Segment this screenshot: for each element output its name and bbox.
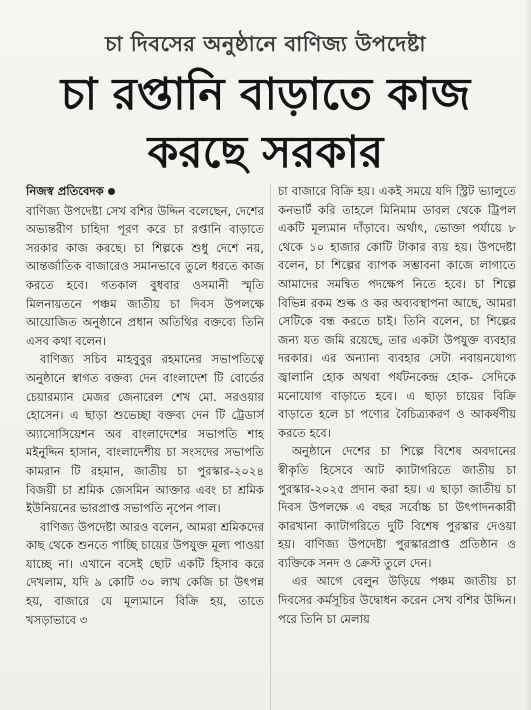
paragraph: বাণিজ্য উপদেষ্টা আরও বলেন, আমরা শ্রমিকদের কাছ থেকে শুনতে পাচ্ছি চায়ের উপযুক্ত মূল্য পাওয়া যাচ্ছে না। এখানে বসেই ছোট একটি হিসাব করে দেখলাম, যদি ৯ কোটি ৩০ লাখ কেজি চা উৎপন্ন হয়, বাজারে যে মূল্যমানে বিক্রি হয়, তাতে খসড়াভাবে ৩ [26,519,264,627]
paragraph: চা বাজারে বিক্রি হয়। একই সময়ে যদি স্ট্রিট ভ্যালুতে কনভার্ট করি তাহলে মিনিমাম ডাবল থেকে ট্রিপল একটি মূল্যমান দাঁড়াবে। অর্থাৎ, ভোক্তা পর্যায়ে ৮ থেকে ১০ হাজার কোটি টাকার ব্যয় হয়। উপদেষ্টা বলেন, চা শিল্পের ব্যাপক সম্ভাবনা কাজে লাগাতে আমাদের সমন্বিত পদক্ষেপ নিতে হবে। চা শিল্পে বিভিন্ন রকম শুল্ক ও কর অব্যবস্থাপনা আছে, আমরা সেটিকে বন্ধ করতে চাই। তিনি বলেন, চা শিল্পের জন্য যত জমি রয়েছে, তার একটা উপযুক্ত ব্যবহার দরকার। এর অন্যান্য ব্যবহার সেটা নবায়নযোগ্য জ্বালানি হোক অথবা পর্যটনকেন্দ্র হোক- সেদিকে মনোযোগ বাড়াতে হবে। এ ছাড়া চায়ের বিক্রি বাড়াতে হলে চা পণ্যের বৈচিত্র্যকরণ ও আকর্ষণীয় করতে হবে। [278,184,516,440]
byline [26,182,264,201]
column-divider [270,184,271,710]
headline-line-1: চা রপ্তানি বাড়াতে কাজ [60,69,471,120]
article-headline [0,66,531,182]
article-kicker: চা দিবসের অনুষ্ঠানে বাণিজ্য উপদেষ্টা [105,32,426,56]
byline-text: নিজস্ব প্রতিবেদক [26,184,104,198]
page-edge-shadow [525,0,531,710]
article-column-left [26,182,264,710]
paragraph: বাণিজ্য উপদেষ্টা সেখ বশির উদ্দিন বলেছেন, দেশের অভ্যন্তরীণ চাহিদা পূরণ করে চা রপ্তানি বাড়াতে সরকার কাজ করছে। চা শিল্পকে শুধু দেশে নয়, আন্তর্জাতিক বাজারেও সমানভাবে তুলে ধরতে কাজ করতে হবে। গতকাল বুধবার ওসমানী স্মৃতি মিলনায়তনে পঞ্চম জাতীয় চা দিবস উপলক্ষে আয়োজিত অনুষ্ঠানে প্রধান অতিথির বক্তব্যে তিনি এসব কথা বলেন। [26,203,264,348]
headline-line-2: করছে সরকার [147,127,384,178]
article-column-right [278,182,516,710]
bullet-icon [108,188,115,195]
paragraph: এর আগে বেলুন উড়িয়ে পঞ্চম জাতীয় চা দিবসের কর্মসূচির উদ্বোধন করেন সেখ বশির উদ্দিন। পরে তিনি চা মেলায় [278,574,516,626]
paragraph: বাণিজ্য সচিব মাহবুবুর রহমানের সভাপতিত্বে অনুষ্ঠানে স্বাগত বক্তব্য দেন বাংলাদেশ টি বোর্ডের চেয়ারম্যান মেজর জেনারেল শেখ মো. সরওয়ার হোসেন। এ ছাড়া শুভেচ্ছা বক্তব্য দেন টি ট্রেডার্স অ্যাসোসিয়েশন অব বাংলাদেশের সভাপতি শাহ মইনুদ্দিন হাসান, বাংলাদেশীয় চা সংসদের সভাপতি কামরান টি রহমান, জাতীয় চা পুরস্কার-২০২৪ বিজয়ী চা শ্রমিক জেসমিন আক্তার এবং চা শ্রমিক ইউনিয়নের ভারপ্রাপ্ত সভাপতি নৃপেন পাল। [26,352,264,516]
paragraph: অনুষ্ঠানে দেশের চা শিল্পে বিশেষ অবদানের স্বীকৃতি হিসেবে আট ক্যাটাগরিতে জাতীয় চা পুরস্কার-২০২৫ প্রদান করা হয়। এ ছাড়া জাতীয় চা দিবস উপলক্ষে এ বছর সর্বোচ্চ চা উৎপাদনকারী কারখানা ক্যাটাগরিতে দুটি বিশেষ পুরস্কার দেওয়া হয়। বাণিজ্য উপদেষ্টা পুরস্কারপ্রাপ্ত প্রতিষ্ঠান ও ব্যক্তিকে সনদ ও ক্রেস্ট তুলে দেন। [278,444,516,570]
